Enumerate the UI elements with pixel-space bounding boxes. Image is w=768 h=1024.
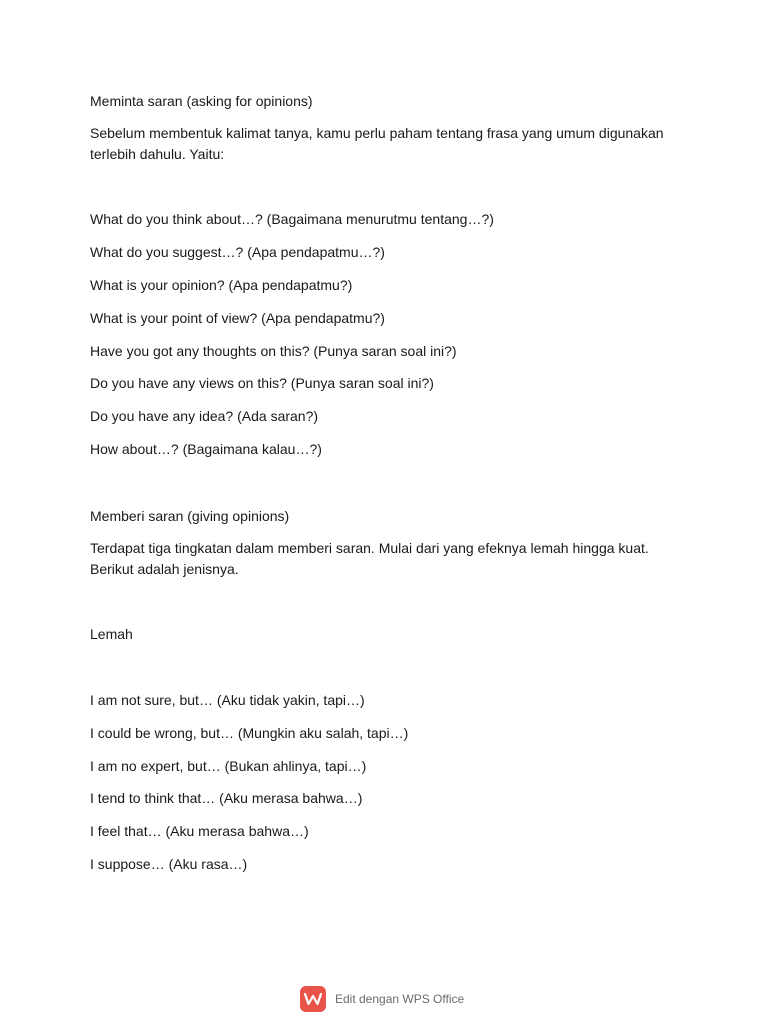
weak-phrase: I could be wrong, but… (Mungkin aku salah, tapi…)	[90, 725, 409, 741]
wps-edit-label: Edit dengan WPS Office	[335, 992, 465, 1006]
asking-phrase: Have you got any thoughts on this? (Punya saran soal ini?)	[90, 343, 457, 359]
asking-phrase: What do you think about…? (Bagaimana menurutmu tentang…?)	[90, 211, 494, 227]
asking-phrase: What is your opinion? (Apa pendapatmu?)	[90, 277, 353, 293]
weak-phrase: I tend to think that… (Aku merasa bahwa…)	[90, 790, 363, 806]
weak-phrase: I am not sure, but… (Aku tidak yakin, tapi…)	[90, 692, 365, 708]
giving-intro-line-2: Berikut adalah jenisnya.	[90, 561, 239, 577]
asking-heading: Meminta saran (asking for opinions)	[90, 93, 313, 109]
asking-phrase: Do you have any idea? (Ada saran?)	[90, 408, 319, 424]
asking-phrase: Do you have any views on this? (Punya saran soal ini?)	[90, 375, 434, 391]
asking-phrase: How about…? (Bagaimana kalau…?)	[90, 441, 322, 457]
wps-w-glyph	[304, 992, 322, 1006]
weak-phrase: I suppose… (Aku rasa…)	[90, 856, 248, 872]
wps-logo-icon	[300, 986, 326, 1012]
asking-phrase: What is your point of view? (Apa pendapatmu?)	[90, 310, 385, 326]
weak-phrase: I feel that… (Aku merasa bahwa…)	[90, 823, 309, 839]
giving-heading: Memberi saran (giving opinions)	[90, 508, 290, 524]
weak-phrase: I am no expert, but… (Bukan ahlinya, tapi…)	[90, 758, 367, 774]
weak-heading: Lemah	[90, 626, 133, 642]
asking-phrase: What do you suggest…? (Apa pendapatmu…?)	[90, 244, 385, 260]
asking-intro-line-1: Sebelum membentuk kalimat tanya, kamu perlu paham tentang frasa yang umum digunakan	[90, 125, 664, 141]
giving-intro-line-1: Terdapat tiga tingkatan dalam memberi saran. Mulai dari yang efeknya lemah hingga kuat.	[90, 540, 649, 556]
wps-edit-link[interactable]	[300, 985, 464, 1013]
asking-intro-line-2: terlebih dahulu. Yaitu:	[90, 146, 225, 162]
